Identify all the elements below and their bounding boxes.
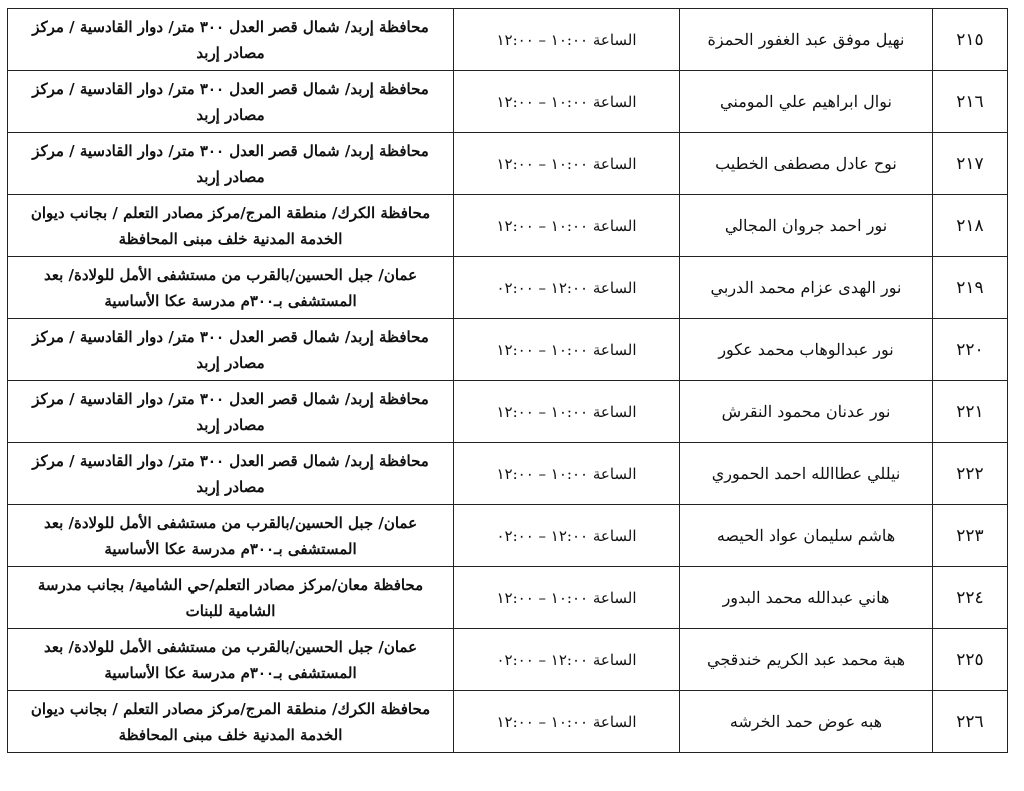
location-cell: محافظة إربد/ شمال قصر العدل ٣٠٠ متر/ دوار القادسية / مركز مصادر إربد [8, 71, 454, 133]
location-cell: محافظة إربد/ شمال قصر العدل ٣٠٠ متر/ دوار القادسية / مركز مصادر إربد [8, 381, 454, 443]
row-number-cell: ٢٢٤ [933, 567, 1008, 629]
row-number-cell: ٢٢١ [933, 381, 1008, 443]
row-number-cell: ٢١٩ [933, 257, 1008, 319]
name-cell: نوال ابراهيم علي المومني [680, 71, 933, 133]
name-cell: نهيل موفق عبد الغفور الحمزة [680, 9, 933, 71]
name-cell: هبة محمد عبد الكريم خندقجي [680, 629, 933, 691]
table-row [8, 319, 1008, 381]
time-cell: الساعة ١٠:٠٠ – ١٢:٠٠ [454, 443, 680, 505]
time-cell: الساعة ١٠:٠٠ – ١٢:٠٠ [454, 195, 680, 257]
name-cell: نيللي عطاالله احمد الحموري [680, 443, 933, 505]
name-cell: هاشم سليمان عواد الحيصه [680, 505, 933, 567]
row-number-cell: ٢١٥ [933, 9, 1008, 71]
row-number-cell: ٢١٨ [933, 195, 1008, 257]
time-cell: الساعة ١٠:٠٠ – ١٢:٠٠ [454, 71, 680, 133]
name-cell: نور عدنان محمود النقرش [680, 381, 933, 443]
location-cell: محافظة إربد/ شمال قصر العدل ٣٠٠ متر/ دوار القادسية / مركز مصادر إربد [8, 319, 454, 381]
time-cell: الساعة ١٠:٠٠ – ١٢:٠٠ [454, 133, 680, 195]
location-cell: محافظة معان/مركز مصادر التعلم/حي الشامية/ بجانب مدرسة الشامية للبنات [8, 567, 454, 629]
name-cell: نور الهدى عزام محمد الدربي [680, 257, 933, 319]
row-number-cell: ٢٢٣ [933, 505, 1008, 567]
table-row [8, 567, 1008, 629]
location-cell: محافظة الكرك/ منطقة المرج/مركز مصادر التعلم / بجانب ديوان الخدمة المدنية خلف مبنى المحافظة [8, 195, 454, 257]
time-cell: الساعة ١٠:٠٠ – ١٢:٠٠ [454, 567, 680, 629]
time-cell: الساعة ١٠:٠٠ – ١٢:٠٠ [454, 319, 680, 381]
row-number-cell: ٢٢٢ [933, 443, 1008, 505]
row-number-cell: ٢٢٥ [933, 629, 1008, 691]
time-cell: الساعة ١٠:٠٠ – ١٢:٠٠ [454, 691, 680, 753]
location-cell: عمان/ جبل الحسين/بالقرب من مستشفى الأمل للولادة/ بعد المستشفى بـ٣٠٠م مدرسة عكا الأساسية [8, 505, 454, 567]
location-cell: محافظة إربد/ شمال قصر العدل ٣٠٠ متر/ دوار القادسية / مركز مصادر إربد [8, 443, 454, 505]
row-number-cell: ٢٢٠ [933, 319, 1008, 381]
table-row [8, 443, 1008, 505]
name-cell: نور عبدالوهاب محمد عكور [680, 319, 933, 381]
time-cell: الساعة ١٢:٠٠ – ٠٢:٠٠ [454, 257, 680, 319]
table-row [8, 505, 1008, 567]
location-cell: محافظة الكرك/ منطقة المرج/مركز مصادر التعلم / بجانب ديوان الخدمة المدنية خلف مبنى المحافظة [8, 691, 454, 753]
appointments-table-body [8, 9, 1008, 753]
location-cell: محافظة إربد/ شمال قصر العدل ٣٠٠ متر/ دوار القادسية / مركز مصادر إربد [8, 133, 454, 195]
row-number-cell: ٢١٧ [933, 133, 1008, 195]
location-cell: عمان/ جبل الحسين/بالقرب من مستشفى الأمل للولادة/ بعد المستشفى بـ٣٠٠م مدرسة عكا الأساسية [8, 629, 454, 691]
location-cell: محافظة إربد/ شمال قصر العدل ٣٠٠ متر/ دوار القادسية / مركز مصادر إربد [8, 9, 454, 71]
table-row [8, 9, 1008, 71]
name-cell: هاني عبدالله محمد البدور [680, 567, 933, 629]
table-row [8, 629, 1008, 691]
table-row [8, 133, 1008, 195]
time-cell: الساعة ١٢:٠٠ – ٠٢:٠٠ [454, 505, 680, 567]
table-row [8, 195, 1008, 257]
appointments-table [7, 8, 1008, 753]
row-number-cell: ٢١٦ [933, 71, 1008, 133]
location-cell: عمان/ جبل الحسين/بالقرب من مستشفى الأمل للولادة/ بعد المستشفى بـ٣٠٠م مدرسة عكا الأساسية [8, 257, 454, 319]
table-row [8, 691, 1008, 753]
table-row [8, 257, 1008, 319]
table-row [8, 381, 1008, 443]
name-cell: هبه عوض حمد الخرشه [680, 691, 933, 753]
name-cell: نور احمد جروان المجالي [680, 195, 933, 257]
time-cell: الساعة ١٢:٠٠ – ٠٢:٠٠ [454, 629, 680, 691]
table-row [8, 71, 1008, 133]
name-cell: نوح عادل مصطفى الخطيب [680, 133, 933, 195]
time-cell: الساعة ١٠:٠٠ – ١٢:٠٠ [454, 381, 680, 443]
time-cell: الساعة ١٠:٠٠ – ١٢:٠٠ [454, 9, 680, 71]
row-number-cell: ٢٢٦ [933, 691, 1008, 753]
